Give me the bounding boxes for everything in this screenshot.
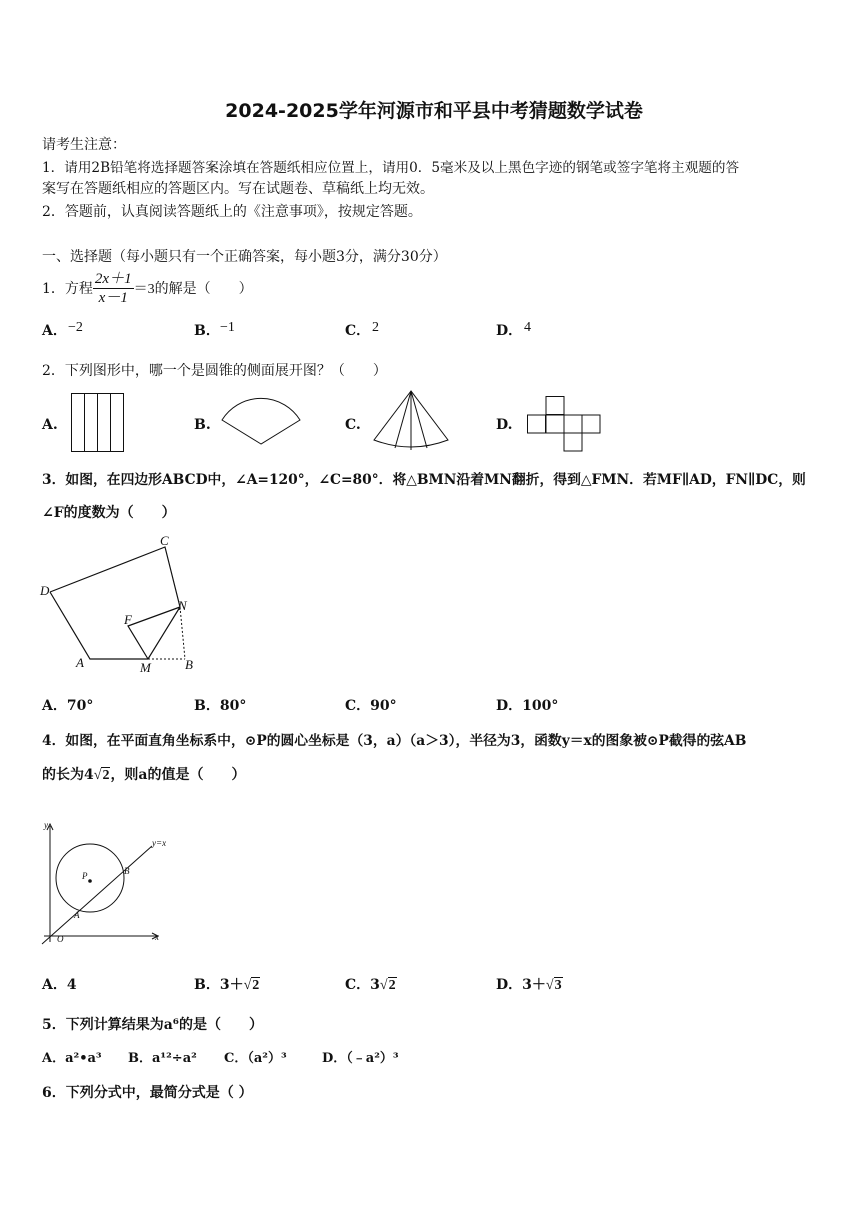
q1-option-b-label: B．: [194, 323, 220, 339]
q4-label-b: B: [124, 866, 130, 876]
notice-item1-line1: 1．请用2B铅笔将选择题答案涂填在答题纸相应位置上，请用0．5毫米及以上黑色字迹的钢笔或签字笔将主观题的答: [42, 160, 740, 176]
question-4-line2: [42, 764, 246, 784]
q4-option-c-radicand: 2: [388, 978, 396, 993]
q4-label-a: A: [74, 910, 80, 920]
q2-option-a-label: A.: [42, 417, 58, 433]
q2-option-c-label: C.: [345, 417, 361, 433]
question-3-line1: 3．如图，在四边形ABCD中，∠A=120°，∠C=80°．将△BMN沿着MN翻折，得到△FMN．若MF∥AD，FN∥DC，则: [42, 472, 806, 488]
q4-option-b: [194, 974, 260, 994]
q3-label-f: F: [124, 612, 132, 627]
question-6: 6．下列分式中，最简分式是（ ）: [42, 1085, 253, 1101]
q3-option-d: D．100°: [496, 698, 559, 714]
q1-option-d-label: D．: [496, 323, 523, 339]
q3-label-a: A: [76, 655, 84, 670]
question-1: [42, 266, 253, 310]
q4-option-d-prefix: D．3＋: [496, 977, 546, 993]
q3-label-d: D: [40, 583, 50, 598]
q3-label-n: N: [178, 598, 187, 613]
q3-quadrilateral-figure: [40, 532, 210, 678]
q4-option-c-sqrt: √2: [379, 978, 396, 993]
q4-label-o: O: [57, 934, 64, 944]
q1-option-c: 2: [372, 320, 379, 335]
q2-figure-rectangles: [71, 393, 125, 453]
notice-heading: 请考生注意：: [42, 137, 126, 153]
q4-option-b-sqrt: √2: [243, 978, 260, 993]
q4-label-p: P: [82, 871, 88, 881]
notice-item1-line2: 案写在答题纸相应的答题区内。写在试题卷、草稿纸上均无效。: [42, 181, 434, 197]
q4-label-x: x: [155, 932, 159, 942]
section-heading: 一、选择题（每小题只有一个正确答案，每小题3分，满分30分）: [42, 249, 447, 265]
notice-item2: 2．答题前，认真阅读答题纸上的《注意事项》，按规定答题。: [42, 204, 422, 220]
q3-option-a: A．70°: [42, 698, 94, 714]
q4-option-d: [496, 974, 563, 994]
q4-option-c-prefix: C．3: [345, 977, 380, 993]
q1-option-c-label: C．: [345, 323, 371, 339]
q4-coordinate-figure: [40, 818, 180, 948]
question-5: 5．下列计算结果为a⁶的是（ ）: [42, 1017, 263, 1033]
q2-option-d-label: D.: [496, 417, 513, 433]
q4-option-b-prefix: B．3＋: [194, 977, 244, 993]
q2-figure-pyramid: [373, 390, 449, 452]
q3-option-c: C．90°: [345, 698, 397, 714]
q3-label-m: M: [140, 660, 151, 675]
q4-label-y: y: [44, 820, 48, 830]
q2-figure-net: [527, 396, 603, 454]
q1-prefix: 1．方程: [42, 281, 93, 297]
page-title: 2024-2025学年河源市和平县中考猜题数学试卷: [225, 100, 643, 122]
q5-option-c: C．（a²）³: [224, 1051, 287, 1066]
q4-option-d-radicand: 3: [554, 978, 562, 993]
q4-option-d-sqrt: √3: [545, 978, 562, 993]
q4-option-c: [345, 974, 397, 994]
q4-option-b-radicand: 2: [252, 978, 260, 993]
q2-figure-sector: [221, 396, 301, 446]
q5-option-a: A．a²•a³: [42, 1051, 102, 1066]
q4-radicand: 2: [102, 768, 110, 783]
q1-option-a-label: A．: [42, 323, 67, 339]
q1-eq: ＝3: [133, 282, 155, 297]
q1-suffix: 的解是（ ）: [154, 281, 253, 297]
question-4-line1: 4．如图，在平面直角坐标系中，⊙P的圆心坐标是（3，a）（a＞3），半径为3，函数y＝x的图象被⊙P截得的弦AB: [42, 733, 747, 749]
q2-option-b-label: B.: [194, 417, 211, 433]
q4-option-a: A．4: [42, 977, 77, 993]
q4-line2-suffix: ，则a的值是（ ）: [110, 767, 246, 783]
q4-sqrt: √2: [93, 768, 110, 783]
q1-option-a: −2: [68, 320, 83, 335]
q4-line2-prefix: 的长为4: [42, 767, 94, 783]
q1-fraction: [93, 270, 134, 307]
q1-option-d: 4: [524, 320, 531, 335]
q1-numerator: 2x＋1: [94, 270, 132, 287]
q4-label-line: y=x: [152, 838, 167, 848]
q5-option-d: D．（﹣a²）³: [322, 1051, 399, 1066]
question-3-line2: ∠F的度数为（ ）: [42, 505, 176, 521]
q5-option-b: B．a¹²÷a²: [128, 1051, 197, 1066]
q3-option-b: B．80°: [194, 698, 247, 714]
question-2: 2．下列图形中，哪一个是圆锥的侧面展开图？（ ）: [42, 363, 387, 379]
q1-option-b: −1: [220, 320, 235, 335]
q3-label-c: C: [160, 533, 169, 548]
q3-label-b: B: [185, 657, 193, 672]
q1-denominator: x－1: [98, 289, 128, 306]
